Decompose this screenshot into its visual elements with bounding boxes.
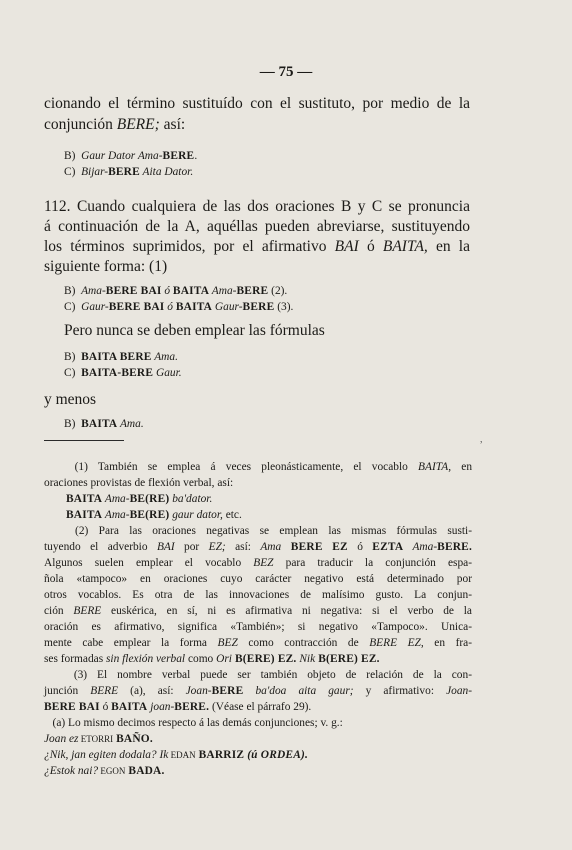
example-b: B) BAITA Ama. [64, 418, 144, 430]
footnote-2: (2) Para las oraciones negativas se emplean las mismas fórmulas susti- [75, 525, 472, 537]
footnote-a: (a) Lo mismo decimos respecto á las demás conjunciones; v. g.: [52, 717, 343, 729]
body-line: cionando el término sustituído con el sustituto, por medio de la [44, 95, 470, 112]
footnote-line: ses formadas sin flexión verbal como Ori B(ERE) EZ. Nik B(ERE) EZ. [44, 653, 380, 665]
page-number: — 75 — [259, 64, 313, 80]
body-line: los términos suprimidos, por el afirmativo BAI ó BAITA, en la [44, 238, 470, 255]
footnote-rule [44, 440, 124, 441]
footnote-line: mente cabe emplear la forma BEZ como contracción de BERE EZ, en fra- [44, 637, 473, 649]
footnote-line: ñola «tampoco» en oraciones cuyo carácter negativo está determinado por [44, 573, 472, 585]
body-line: á continuación de la A, aquéllas pueden abreviarse, sustituyendo [44, 218, 470, 235]
footnote-line: otros vocablos. Es otra de las innovaciones de malísimo gusto. La conjun- [44, 589, 472, 601]
body-line: siguiente forma: (1) [44, 258, 168, 275]
example-c: C) BAITA-BERE Gaur. [64, 367, 182, 379]
footnote-line: oración es afirmativo, significa «También»; si negativo «Tampoco». Unica- [44, 621, 472, 633]
footnote-line: junción BERE (a), así: Joan-BERE ba'doa aita gaur; y afirmativo: Joan- [44, 685, 472, 697]
footnote-line: ¿Estok nai? EGON BADA. [44, 765, 165, 777]
footnote-1: (1) También se emplea á veces pleonásticamente, el vocablo BAITA, en [74, 461, 473, 473]
example-c: C) Gaur-BERE BAI ó BAITA Gaur-BERE (3). [64, 301, 294, 313]
paragraph-112: 112. Cuando cualquiera de las dos oraciones B y C se pronuncia [44, 198, 470, 215]
example-c: C) Bijar-BERE Aita Dator. [64, 166, 194, 178]
stray-mark: , [480, 434, 483, 445]
body-line: y menos [44, 391, 97, 408]
footnote-line: ¿Nik, jan egiten dodala? Ik EDAN BARRIZ (ú ORDEA). [44, 749, 309, 761]
footnote-line: BERE BAI ó BAITA joan-BERE. (Véase el párrafo 29). [44, 701, 312, 713]
body-line: Pero nunca se deben emplear las fórmulas [64, 322, 325, 339]
footnote-line: ción BERE euskérica, en sí, ni es afirmativa ni negativa: si el verbo de la [44, 605, 472, 617]
footnote-3: (3) El nombre verbal puede ser también objeto de relación de la con- [73, 669, 472, 681]
footnote-line: BAITA Ama-BE(RE) gaur dator, etc. [66, 509, 242, 521]
footnote-line: tuyendo el adverbio BAI por EZ; así: Ama BERE EZ ó EZTA Ama-BERE. [44, 541, 473, 553]
example-b: B) Gaur Dator Ama-BERE. [64, 150, 198, 162]
footnote-line: BAITA Ama-BE(RE) ba'dator. [66, 493, 213, 505]
example-b: B) Ama-BERE BAI ó BAITA Ama-BERE (2). [64, 285, 288, 297]
body-line: conjunción BERE; así: [44, 116, 186, 133]
footnote-line: oraciones provistas de flexión verbal, así: [44, 477, 234, 489]
footnote-line: Joan ez ETORRI BAÑO. [44, 733, 153, 745]
footnote-line: Algunos suelen emplear el vocablo BEZ para traducir la conjunción espa- [44, 557, 473, 569]
example-b: B) BAITA BERE Ama. [64, 351, 178, 363]
